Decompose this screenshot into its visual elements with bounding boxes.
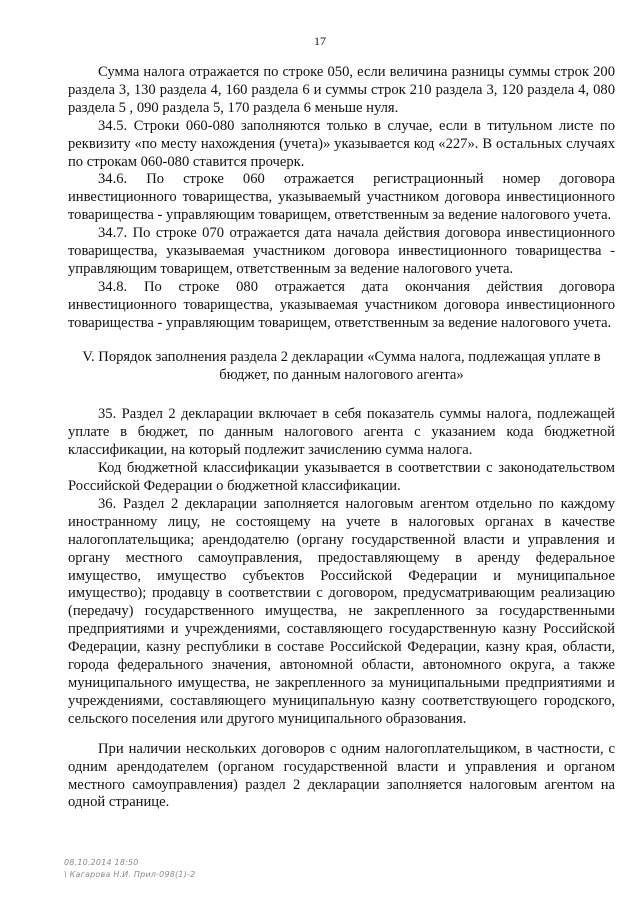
document-body bbox=[68, 64, 615, 812]
paragraph-34-7: 34.7. По строке 070 отражается дата начала действия договора инвестиционного товарищества, указываемая участником договора инвестиционного товарищества - управляющим товарищем, ответственным за ведение налогового учета. bbox=[68, 225, 615, 277]
page-number: 17 bbox=[314, 34, 326, 48]
paragraph-multiple-contracts: При наличии нескольких договоров с одним налогоплательщиком, в частности, с одним арендодателем (органом государственной власти и управления и органом местного самоуправления) раздел 2 декларации заполняется налоговым агентом на одной странице. bbox=[68, 740, 615, 811]
paragraph-kbk: Код бюджетной классификации указывается в соответствии с законодательством Российской Федерации о бюджетной классификации. bbox=[68, 460, 615, 495]
paragraph-36: 36. Раздел 2 декларации заполняется налоговым агентом отдельно по каждому иностранному лицу, не состоящему на учете в налоговых органах в качестве налогоплательщика; арендодателю (органу государственной власти и управления и органу местного самоуправления, предоставляющему в аренду федеральное имущество, имущество субъектов Российской Федерации и муниципальное имущество); продавцу в соответствии с договором, предусматривающим реализацию (передачу) государственного имущества, не закрепленного за государственными предприятиями и учреждениями, составляющего государственную казну Российской Федерации, казну республики в составе Российской Федерации, казну края, области, города федерального значения, автономной области, автономного округа, а также муниципального имущества, не закрепленного за муниципальными предприятиями и учреждениями, составляющего муниципальную казну соответствующего городского, сельского поселения или другого муниципального образования. bbox=[68, 495, 615, 727]
print-stamp-date: 08.10.2014 18:50 bbox=[64, 858, 139, 867]
paragraph-34-6: 34.6. По строке 060 отражается регистрационный номер договора инвестиционного товарищества, указываемый участником договора инвестиционного товарищества - управляющим товарищем, ответственным за ведение налогового учета. bbox=[68, 171, 615, 224]
paragraph-34-8: 34.8. По строке 080 отражается дата окончания действия договора инвестиционного товарищества, указываемая участником договора инвестиционного товарищества - управляющим товарищем, ответственным за ведение налогового учета. bbox=[68, 278, 615, 331]
paragraph-tax-amount: Сумма налога отражается по строке 050, если величина разницы суммы строк 200 раздела 3, 130 раздела 4, 160 раздела 6 и суммы строк 210 раздела 3, 120 раздела 4, 080 раздела 5 , 090 раздела 5, 170 раздела 6 меньше нуля. bbox=[68, 64, 615, 116]
print-stamp-author: \ Кагарова Н.И. Прил-098(1)-2 bbox=[64, 870, 196, 879]
paragraph-34-5: 34.5. Строки 060-080 заполняются только в случае, если в титульном листе по реквизиту «по месту нахождения (учета)» указывается код «227». В остальных случаях по строкам 060-080 ставится прочерк. bbox=[68, 117, 615, 170]
paragraph-35: 35. Раздел 2 декларации включает в себя показатель суммы налога, подлежащей уплате в бюджет, по данным налогового агента с указанием кода бюджетной классификации, на который подлежит зачислению сумма налога. bbox=[68, 406, 615, 459]
section-title: V. Порядок заполнения раздела 2 декларации «Сумма налога, подлежащая уплате в бюджет, по данным налогового агента» bbox=[82, 348, 601, 383]
